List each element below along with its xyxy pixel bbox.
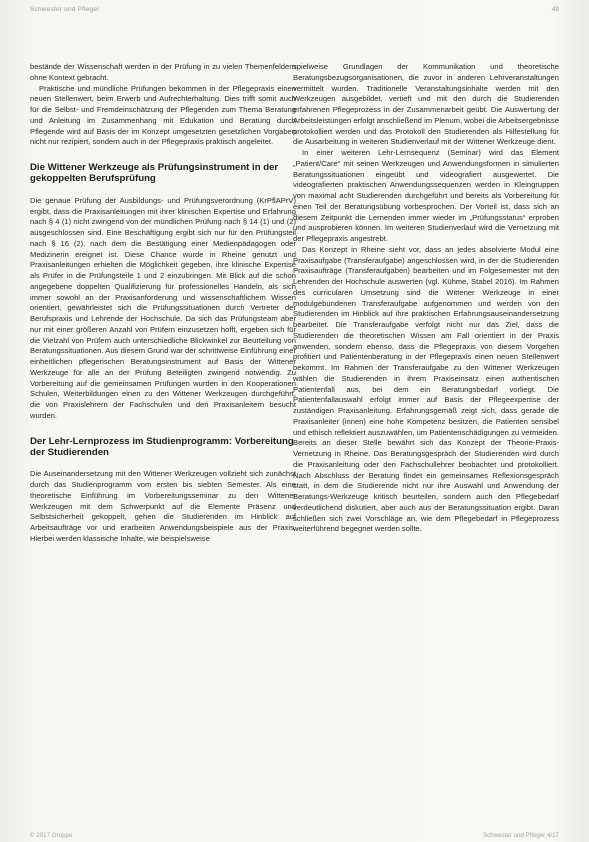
journal-label: Schwester und Pfleger (30, 6, 100, 13)
page-number: 49 (551, 6, 559, 13)
paragraph: bestände der Wissenschaft werden in der Prüfung in zu vielen Themenfeldern ohne Kontext gebracht. (30, 62, 296, 82)
section-heading: Die Wittener Werkzeuge als Prüfungsinstrument in der gekoppelten Berufsprüfung (30, 162, 279, 185)
left-column (30, 62, 296, 545)
footer-journal-issue: Schwester und Pfleger 4/17 (482, 832, 559, 839)
paragraph: Die Auseinandersetzung mit den Wittener Werkzeugen vollzieht sich zunächst durch das Studienprogramm vom ersten bis siebten Semester. Als eine theoretische Einführung im Vorbereitungsseminar zu den Wittener Werkzeugen mit dem Schwerpunkt auf die Elemente Präsenz und Selbstsicherheit gekoppelt, gehen die Studierenden im Hinblick auf Arbeitsaufträge vor und erarbeiten Anwendungsbeispiele aus der Praxis. Hierbei werden klassische Inhalte, wie beispielsweise (30, 469, 296, 543)
footer-copyright: © 2017 Gruppe (30, 832, 73, 839)
paragraph: spielweise Grundlagen der Kommunikation und theoretische Beratungsbezugsorganisationen, die zuvor in anderen Lehrveranstaltungen vermittelt wurden. Traditionelle Veranstaltungsinhalte werden mit den Werkzeugen ausgebildet, vertieft und mit den durch die Studierenden erfahrenen Pflegeprozess in der Zusammenarbeit geübt. Die Auswertung der Arbeitsleistungen erfolgt anschließend im Plenum, wobei die Arbeitsergebnisse protokolliert werden und das Protokoll den Studierenden als Hilfestellung für die Ausarbeitung in weiteren Studienverlauf mit der Wittener Werkzeuge dient. (293, 62, 559, 147)
paragraph: Praktische und mündliche Prüfungen bekommen in der Pflegepraxis einen neuen Stellenwert, beim Erwerb und Aufrechterhaltung. Dies trifft somit auch für die Selbst- und Fremdeinschätzung der Pflegenden zum Thema Beratung und Anleitung im Zusammenhang mit Edukation und Beratung durch Pflegende wird auf Basis der im Konzept umgesetzten gesetzlichen Vorgaben nicht nur rezipiert, sondern auch in der Pflegepraxis praktisch angeleitet. (30, 83, 296, 147)
paragraph: Das Konzept in Rheine sieht vor, dass an jedes absolvierte Modul eine Praxisaufgabe (Transferaufgabe) angeschlossen wird, in der die Studierenden Praxisaufträge (Transferaufgaben) bearbeiten und im Folgesemester mit den Lehrenden der Hochschule auswerten (vgl. Kühme, Stabel 2016). Im Rahmen des curricularen Umsetzung sind die Wittener Werkzeuge in einer modulgebundenen Transferaufgabe aufgenommen und werden von den Studierenden im Hinblick auf ihre praktischen Erfahrungsauseinandersetzung bearbeitet. Die Transferaufgabe verfolgt nicht nur das Ziel, dass die Studierenden die theoretischen Wissen am Fall orientiert in der Praxis anwenden, sondern ebenso, dass die Pflegepraxis von diesem Vorgehen profitiert und Patientenberatung in der Pflegepraxis einen neuen Stellenwert bekommt. Im Rahmen der Transferaufgabe zu den Wittener Werkzeugen wählen die Studierenden in ihrem Praxiseinsatz einen authentischen Patientenfall aus, bei dem ein Beratungsbedarf vorliegt. Die Patientenfallauswahl erfolgt immer auf Basis der Pflegeexpertise der zuständigen Praxisanleitung. Erfahrungsgemäß zeigt sich, dass gerade die Praxisanleiter (innen) eine hohe Kompetenz besitzen, die Patienten sensibel und ethisch reflektiert auszuwählen, um Patientenschädigungen zu vermeiden. Bereits an dieser Stelle bewährt sich das Konzept der Theorie-Praxis-Vernetzung in Rheine. Das Beratungsgespräch der Studierenden wird durch die Praxisanleitung oder den Fachschullehrer beobachtet und protokolliert. Nach Abschluss der Beratung findet ein gemeinsames Reflexionsgespräch statt, in dem die Studierende nicht nur ihre Auswahl und Anwendung der Beratungs-Werkzeuge kritisch beurteilen, sondern auch den Pflegebedarf verdeutlichend diskutiert, aber auch aus der Beratungssituation ergibt. Daran schließen sich zwei Vorschläge an, wie dem Pflegebedarf in Pflegeprozess weiterführend begegnet werden sollte. (293, 244, 559, 534)
paragraph: In einer weiteren Lehr-Lernsequenz (Seminar) wird das Element „Patient/Care“ mit seinen Werkzeugen und Anwendungsformen in simulierten Beratungssituationen eingeübt und videografiert ausgewertet. Die videografierten praktischen Anwendungssequenzen werden in Kleingruppen von maximal acht Studierenden durchgeführt und bereits als Vorbereitung für einen Teil der Beratungsübung vorbesprochen. Der Vorteil ist, dass sich an diesem Zeitpunkt die Lernenden immer wieder im „Prüfungsstatus“ erproben und ausprobieren können. Im weiteren Studienverlauf wird die Vernetzung mit der Pflegepraxis angestrebt. (293, 148, 559, 243)
paragraph: Die genaue Prüfung der Ausbildungs- und Prüfungsverordnung (KrPflAPrV) ergibt, dass die Praxisanleitungen mit ihrer klinischen Expertise und Erfahrung nach § 4 (1) nicht zwingend von der mündlichen Prüfung nach § 14 (1) und (2) ausgeschlossen sind. Eine Beschäftigung ergibt sich nur für den Prüfungsteil nach § 16 (2), nach dem die Bestätigung einer Medienpädagogen oder Medizinerin ereignet ist. Diese Chance wurde in Rheine genutzt und Praxisanleitungen erhielten die Möglichkeit gegeben, ihre klinische Expertise als Prüfer in die Prüfungsteile 1 und 2 einzubringen. Mit Blick auf die schon angegebene doppelten Qualifizierung für professionelles Handeln, als sich immer sowohl an der Praxisanforderung und wissenschaftlichem Wissen orientiert, gewährleistet sich die Prüfungssituationen durch Vertreter der Berufspraxis und Lehrende der Hochschule. Da sich das Prüfungsteam aber nur mit einer größeren Anzahl von Prüfern einzusetzen hofft, ergeben sich für die Vielzahl von Prüfern auch unterschiedliche Blickwinkel zur Beurteilung von Beratungssituationen. Aus diesem Grund war der schrittweise Einführung einer einheitlichen pflegerischen Beratungsinstrument auf Basis der Wittener Werkzeuge für alle an der Prüfung Beteiligten zwingend notwendig. Zu Vorbereitung auf die gemeinsamen Prüfungen wurden in den Kooperationen Schulen, Weiterbildungen einen zu den Wittener Werkzeugen durchgeführt, die von Praxislehrern der Fachschulen und den Praxisanleitern besucht wurden. (30, 195, 296, 420)
section-heading: Der Lehr-Lernprozess im Studienprogramm: Vorbereitung der Studierenden (30, 435, 294, 458)
right-column (293, 62, 559, 535)
